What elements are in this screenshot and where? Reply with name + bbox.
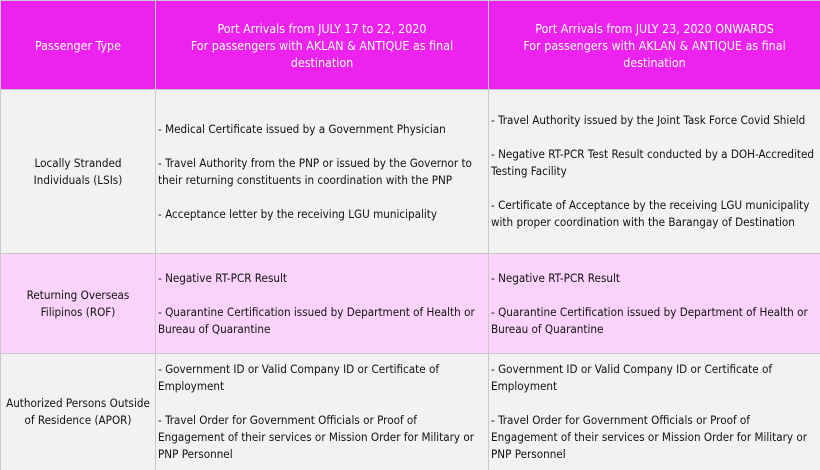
requirement-item: - Acceptance letter by the receiving LGU municipality — [158, 206, 438, 221]
requirements-apor-jul17-22 — [156, 354, 489, 470]
header-port-arrivals-jul23-onwards — [489, 1, 820, 90]
requirement-item: - Travel Authority issued by the Joint Task Force Covid Shield — [491, 113, 806, 127]
requirement-item: - Government ID or Valid Company ID or Certificate of Employment — [158, 362, 440, 393]
requirement-item: - Certificate of Acceptance by the receiving LGU municipality with proper coordination with the Barangay of Destination — [491, 198, 810, 229]
requirement-item: - Medical Certificate issued by a Government Physician — [158, 121, 446, 136]
requirements-apor-jul23-onwards — [489, 354, 820, 470]
passenger-type-rof: Returning Overseas Filipinos (ROF) — [1, 254, 156, 354]
passenger-type-lsi: Locally Stranded Individuals (LSIs) — [1, 90, 156, 254]
requirement-item: - Travel Authority from the PNP or issued by the Governor to their returning constituents in coordination with the PNP — [158, 155, 472, 187]
row-rof — [1, 254, 820, 354]
header-col1-title: Port Arrivals from JULY 17 to 22, 2020 — [217, 20, 427, 36]
passenger-type-apor: Authorized Persons Outside of Residence (APOR) — [1, 354, 156, 470]
requirement-item: - Negative RT-PCR Test Result conducted by a DOH-Accredited Testing Facility — [491, 147, 814, 178]
requirements-lsi-jul17-22 — [156, 90, 489, 254]
header-passenger-type: Passenger Type — [1, 1, 156, 90]
requirement-item: - Travel Order for Government Officials or Proof of Engagement of their services or Mission Order for Military or PNP Personnel — [491, 413, 808, 461]
requirement-item: - Quarantine Certification issued by Department of Health or Bureau of Quarantine — [158, 304, 475, 336]
header-row — [1, 1, 820, 90]
requirement-item: - Quarantine Certification issued by Department of Health or Bureau of Quarantine — [491, 304, 808, 336]
requirement-item: - Negative RT-PCR Result — [491, 270, 620, 285]
header-col2-title: Port Arrivals from JULY 23, 2020 ONWARDS — [535, 20, 774, 36]
requirement-item: - Negative RT-PCR Result — [158, 270, 287, 285]
row-lsi — [1, 90, 820, 254]
requirements-rof-jul17-22 — [156, 254, 489, 354]
requirements-rof-jul23-onwards — [489, 254, 820, 354]
header-col1-subtitle: For passengers with AKLAN & ANTIQUE as final destination — [190, 37, 454, 70]
row-apor — [1, 354, 820, 470]
requirement-item: - Government ID or Valid Company ID or Certificate of Employment — [491, 362, 773, 393]
requirement-item: - Travel Order for Government Officials or Proof of Engagement of their services or Mission Order for Military or PNP Personnel — [158, 413, 475, 461]
header-port-arrivals-jul17-22 — [156, 1, 489, 90]
requirements-lsi-jul23-onwards — [489, 90, 820, 254]
header-col2-subtitle: For passengers with AKLAN & ANTIQUE as final destination — [523, 37, 786, 70]
